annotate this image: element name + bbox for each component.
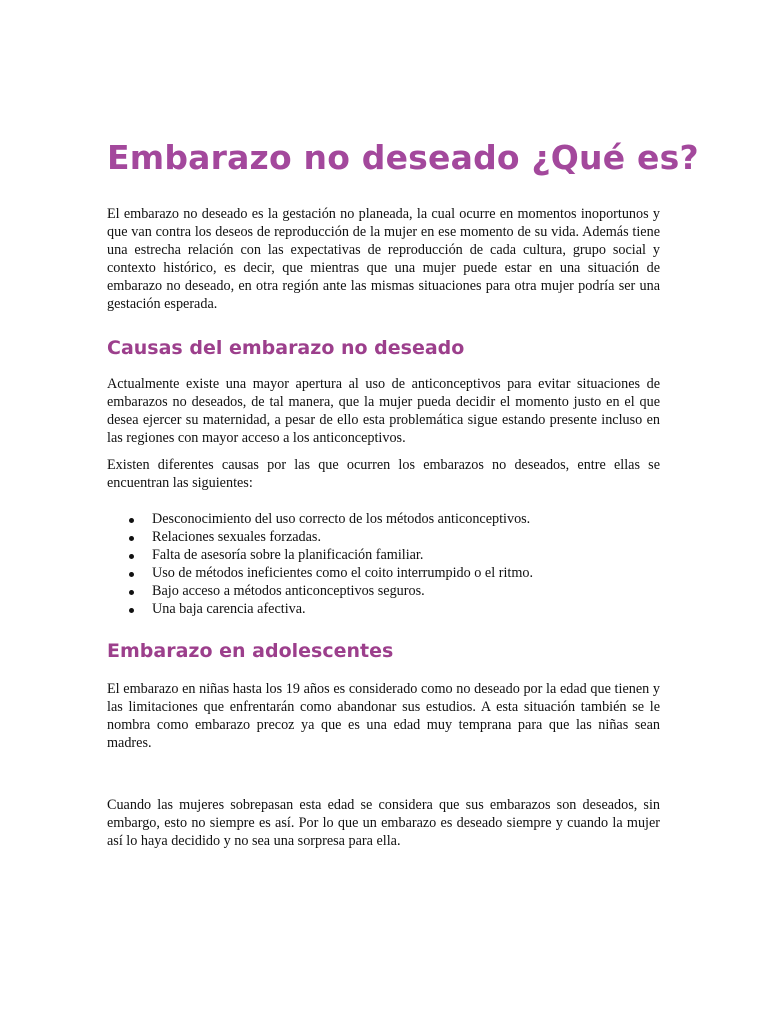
causes-paragraph-1: Actualmente existe una mayor apertura al uso de anticonceptivos para evitar situaciones de embarazos no deseados, de tal manera, que la mujer pueda decidir el momento justo en el que desea ejercer su maternidad, a pesar de ello esta problemática sigue estando presente incluso en las regiones con mayor acceso a los anticonceptivos.	[107, 376, 660, 446]
list-item: Bajo acceso a métodos anticonceptivos seguros.	[107, 583, 660, 601]
bullet-icon	[129, 608, 134, 613]
list-item: Una baja carencia afectiva.	[107, 601, 660, 619]
bullet-icon	[129, 518, 134, 523]
bullet-icon	[129, 554, 134, 559]
page-title: Embarazo no deseado ¿Qué es?	[107, 138, 699, 177]
list-item: Desconocimiento del uso correcto de los métodos anticonceptivos.	[107, 511, 660, 529]
teens-heading: Embarazo en adolescentes	[107, 640, 394, 662]
causes-paragraph-2: Existen diferentes causas por las que ocurren los embarazos no deseados, entre ellas se encuentran las siguientes:	[107, 457, 660, 491]
causes-list	[107, 511, 660, 618]
list-item: Falta de asesoría sobre la planificación familiar.	[107, 547, 660, 565]
bullet-icon	[129, 536, 134, 541]
intro-paragraph: El embarazo no deseado es la gestación no planeada, la cual ocurre en momentos inoportunos y que van contra los deseos de reproducción de la mujer en ese momento de su vida. Además tiene una estrecha relación con las expectativas de reproducción de cada cultura, grupo social y contexto histórico, es decir, que mientras que una mujer puede estar en una situación de embarazo no deseado, en otra región ante las mismas situaciones para otra mujer podría ser una gestación esperada.	[107, 206, 660, 312]
teens-paragraph-2: Cuando las mujeres sobrepasan esta edad se considera que sus embarazos son deseados, sin embargo, esto no siempre es así. Por lo que un embarazo es deseado siempre y cuando la mujer así lo haya decidido y no sea una sorpresa para ella.	[107, 797, 660, 849]
bullet-icon	[129, 572, 134, 577]
list-item: Relaciones sexuales forzadas.	[107, 529, 660, 547]
list-item: Uso de métodos ineficientes como el coito interrumpido o el ritmo.	[107, 565, 660, 583]
bullet-icon	[129, 590, 134, 595]
teens-paragraph-1: El embarazo en niñas hasta los 19 años es considerado como no deseado por la edad que tienen y las limitaciones que enfrentarán como abandonar sus estudios. A esta situación también se le nombra como embarazo precoz ya que es una edad muy temprana para que las niñas sean madres.	[107, 681, 660, 751]
causes-heading: Causas del embarazo no deseado	[107, 337, 465, 359]
